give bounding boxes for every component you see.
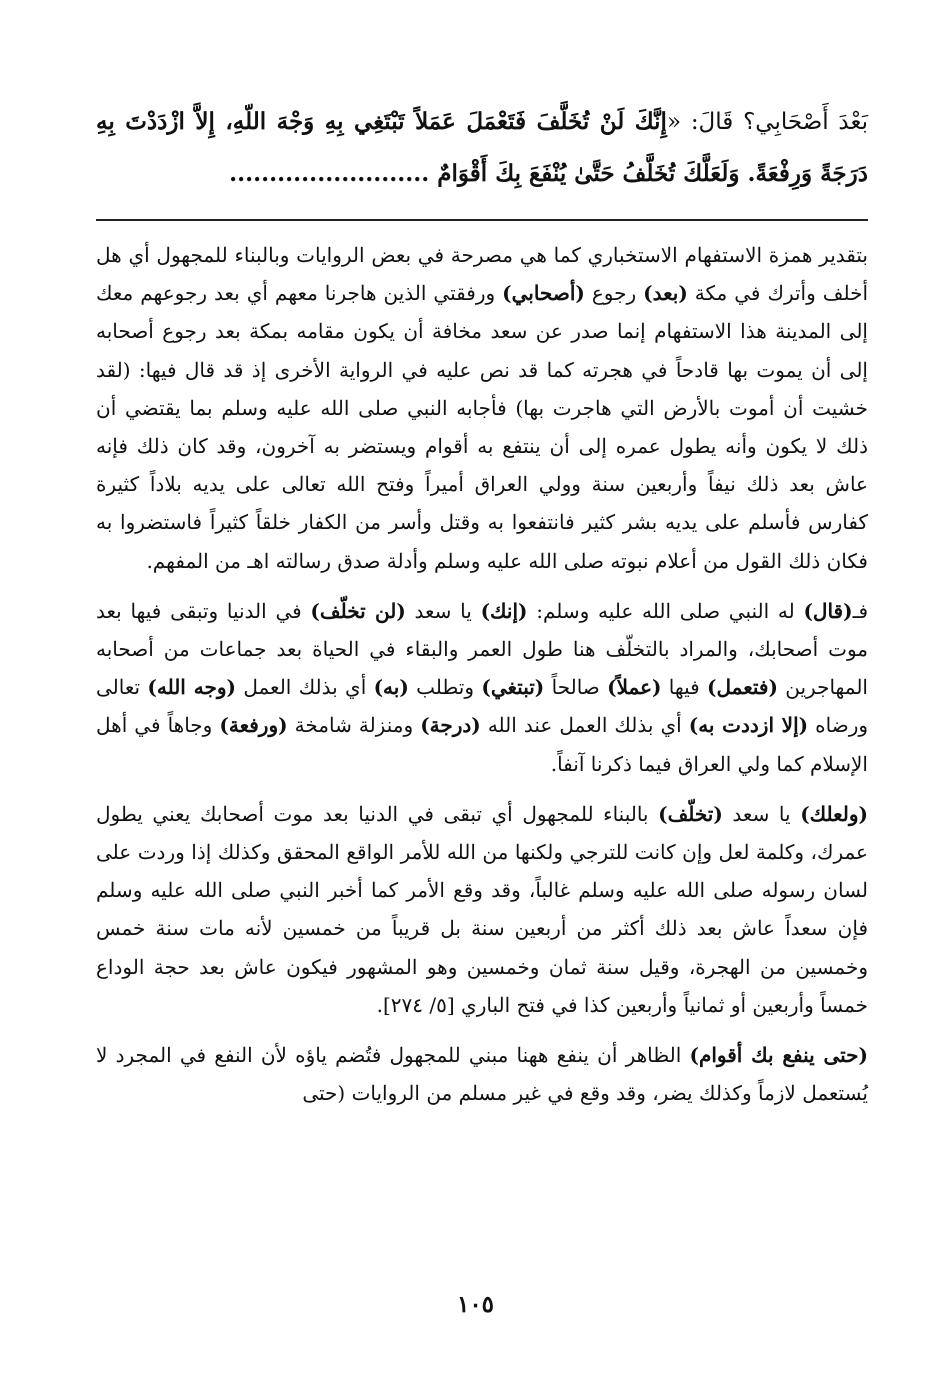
- commentary-text: صالحاً: [544, 675, 608, 700]
- commentary-text: وتطلب: [408, 675, 482, 700]
- highlighted-term: (درجة): [420, 713, 481, 738]
- highlighted-term: (حتى ينفع بك أقوام): [689, 1043, 868, 1068]
- commentary-text: ومنزلة شامخة: [287, 713, 421, 738]
- commentary-text: فيها: [661, 675, 708, 700]
- commentary-text: يا سعد: [405, 598, 481, 623]
- commentary-text: أي بذلك العمل عند الله: [480, 713, 689, 738]
- highlighted-term: (فتعمل): [707, 675, 778, 700]
- hadith-text: [96, 96, 868, 200]
- commentary-text: الظاهر أن ينفع ههنا مبني للمجهول فتُضم ياؤه لأن النفع في المجرد لا يُستعمل لازماً وكذلك يضر، وقد وقع في غير مسلم من الروايات (حتى: [96, 1043, 868, 1106]
- commentary-paragraph: [96, 1036, 868, 1112]
- highlighted-term: (ولعلك): [800, 801, 868, 826]
- commentary-text: فـ: [852, 598, 869, 623]
- page-number: ١٠٥: [456, 1291, 495, 1318]
- hadith-lead: بَعْدَ أَصْحَابِي؟ قَالَ: «: [666, 109, 869, 135]
- highlighted-term: (تخلّف): [658, 801, 723, 826]
- highlighted-term: (بعد): [643, 281, 688, 306]
- highlighted-term: (لن تخلّف): [310, 598, 406, 623]
- commentary-text: تعالى ورضاه: [96, 675, 869, 738]
- commentary-text: يا سعد: [722, 801, 801, 826]
- highlighted-term: (ورفعة): [219, 713, 288, 738]
- highlighted-term: (تبتغي): [481, 675, 545, 700]
- commentary-text: له النبي صلى الله عليه وسلم:: [527, 598, 804, 623]
- highlighted-term: (إنك): [480, 598, 528, 623]
- commentary-paragraph: [96, 795, 868, 1024]
- commentary-text: في الدنيا وتبقى فيها بعد موت أصحابك، والمراد بالتخلّف هنا طول العمر والبقاء في الحياة بعد جماعات من أصحابه المهاجرين: [96, 598, 868, 700]
- commentary-text: رجوع: [584, 281, 644, 306]
- highlighted-term: (عملاً): [607, 675, 662, 700]
- commentary-paragraph: [96, 592, 868, 783]
- commentary-text: وجاهاً في أهل الإسلام كما ولي العراق فيما ذكرنا آنفاً.: [96, 713, 868, 776]
- commentary-text: بتقدير همزة الاستفهام الاستخباري كما هي مصرحة في بعض الروايات وبالبناء للمجهول أي هل أخلف وأترك في مكة: [96, 243, 869, 306]
- footnote-divider: [96, 219, 868, 221]
- commentary: [96, 236, 868, 1124]
- highlighted-term: (إلا ازددت به): [688, 713, 809, 738]
- commentary-paragraph: [96, 236, 868, 580]
- highlighted-term: (أصحابي): [502, 281, 585, 306]
- commentary-text: بالبناء للمجهول أي تبقى في الدنيا بعد موت أصحابك يعني يطول عمرك، وكلمة لعل وإن كانت للترجي ولكنها من الله للأمر الواقع المحقق وكذلك إذا وردت على لسان رسوله صلى الله عليه وسلم غالباً، وقد وقع الأمر كما أخبر النبي صلى الله عليه وسلم فإن سعداً عاش بعد ذلك أكثر من أربعين سنة بل قريباً من خمسين لأنه مات سنة خمس وخمسين من الهجرة، وقيل سنة ثمان وخمسين وهو المشهور فيكون عاش بعد حجة الوداع خمساً وأربعين أو ثمانياً وأربعين كذا في فتح الباري [٥/ ٢٧٤].: [96, 801, 868, 1017]
- commentary-text: أي بذلك العمل: [236, 675, 374, 700]
- hadith-body: إِنَّكَ لَنْ تُخَلَّفَ فَتَعْمَلَ عَمَلاً تَبْتَغِي بِهِ وَجْهَ اللّهِ، إِلاَّ ازْدَدْتَ بِهِ دَرَجَةً وَرِفْعَةً. وَلَعَلَّكَ تُخَلَّفُ حَتَّىٰ يُنْفَعَ بِكَ أَقْوَامٌ .........................: [96, 108, 868, 187]
- highlighted-term: (به): [373, 675, 409, 700]
- highlighted-term: (قال): [803, 598, 853, 623]
- commentary-text: ورفقتي الذين هاجرنا معهم أي بعد رجوعهم معك إلى المدينة هذا الاستفهام إنما صدر عن سعد مخافة أن يكون مقامه بمكة بعد رجوع أصحابه إلى أن يموت بها قادحاً في هجرته كما قد نص عليه في الرواية الأخرى إذ قد قال فيها: (لقد خشيت أن أموت بالأرض التي هاجرت بها) فأجابه النبي صلى الله عليه وسلم بما يقتضي أن ذلك لا يكون وأنه يطول عمره إلى أن ينتفع به أقوام ويستضر به آخرون، وقد كان ذلك فإنه عاش بعد ذلك نيفاً وأربعين سنة وولي العراق أميراً وفتح الله تعالى على يديه بلاداً كثيرة كفارس فأسلم على يديه بشر كثير فانتفعوا به وقتل وأسر من الكفار خلقاً كثيراً فاستضروا به فكان ذلك القول من أعلام نبوته صلى الله عليه وسلم وأدلة صدق رسالته اهـ من المفهم.: [96, 281, 869, 573]
- highlighted-term: (وجه الله): [147, 675, 237, 700]
